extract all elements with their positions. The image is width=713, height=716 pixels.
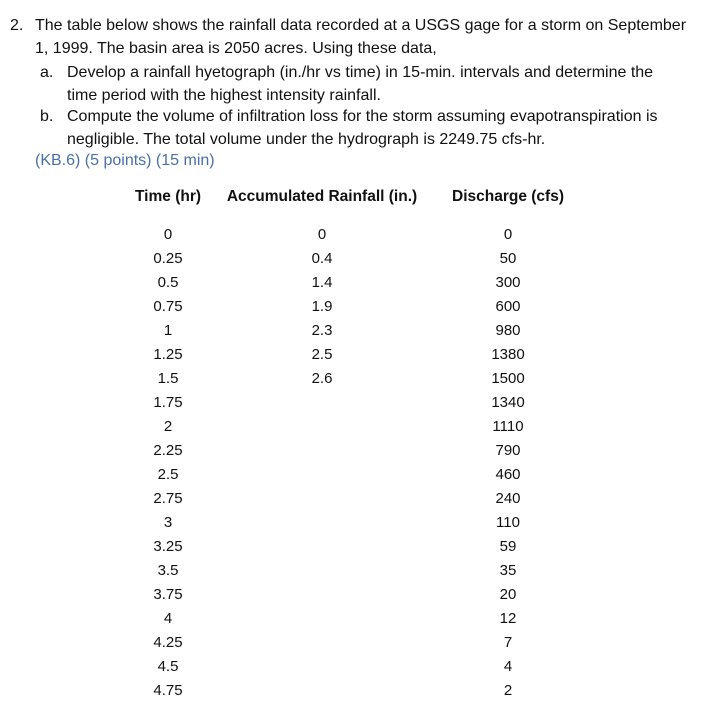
part-a-marker: a.: [40, 64, 54, 81]
discharge-cell: 12: [499, 610, 517, 627]
problem-number: 2.: [10, 17, 24, 34]
time-cell: 1.25: [153, 346, 183, 363]
time-cell: 4.25: [153, 634, 183, 651]
discharge-cell: 300: [495, 274, 521, 291]
discharge-cell: 20: [499, 586, 517, 603]
time-cell: 0: [163, 226, 173, 243]
discharge-cell: 790: [495, 442, 521, 459]
rainfall-cell: 0.4: [311, 250, 333, 267]
time-cell: 3.25: [153, 538, 183, 555]
time-cell: 0.25: [153, 250, 183, 267]
time-cell: 2.75: [153, 490, 183, 507]
rainfall-cell: 2.5: [311, 346, 333, 363]
time-cell: 1.75: [153, 394, 183, 411]
discharge-cell: 1110: [492, 418, 524, 435]
discharge-cell: 0: [503, 226, 513, 243]
rainfall-cell: 1.9: [311, 298, 333, 315]
discharge-cell: 7: [503, 634, 513, 651]
intro-line-1: The table below shows the rainfall data recorded at a USGS gage for a storm on September: [35, 17, 687, 34]
rainfall-cell: 1.4: [311, 274, 333, 291]
time-cell: 4: [163, 610, 173, 627]
discharge-cell: 2: [503, 682, 513, 699]
part-a-line-1: Develop a rainfall hyetograph (in./hr vs time) in 15-min. intervals and determine the: [67, 64, 654, 81]
discharge-cell: 4: [503, 658, 513, 675]
rainfall-cell: 2.6: [311, 370, 333, 387]
discharge-cell: 460: [495, 466, 521, 483]
header-time: Time (hr): [134, 188, 202, 205]
time-cell: 2.25: [153, 442, 183, 459]
discharge-cell: 980: [495, 322, 521, 339]
time-cell: 2.5: [157, 466, 179, 483]
time-cell: 2: [163, 418, 173, 435]
intro-line-2: 1, 1999. The basin area is 2050 acres. Using these data,: [35, 40, 437, 57]
discharge-cell: 110: [496, 514, 520, 531]
part-b-line-2: negligible. The total volume under the hydrograph is 2249.75 cfs-hr.: [67, 131, 546, 148]
part-a-line-2: time period with the highest intensity rainfall.: [67, 87, 381, 104]
time-cell: 4.5: [157, 658, 179, 675]
header-discharge: Discharge (cfs): [452, 188, 564, 205]
rainfall-cell: 2.3: [311, 322, 333, 339]
part-b-marker: b.: [40, 108, 54, 125]
discharge-cell: 1500: [491, 370, 525, 387]
part-b-line-1: Compute the volume of infiltration loss for the storm assuming evapotranspiration is: [67, 108, 658, 125]
discharge-cell: 59: [499, 538, 517, 555]
discharge-cell: 1380: [491, 346, 525, 363]
rainfall-cell: 0: [317, 226, 327, 243]
time-cell: 3.5: [157, 562, 179, 579]
time-cell: 3: [163, 514, 173, 531]
time-cell: 4.75: [153, 682, 183, 699]
time-cell: 1: [163, 322, 173, 339]
discharge-cell: 35: [499, 562, 517, 579]
time-cell: 0.75: [153, 298, 183, 315]
discharge-cell: 600: [495, 298, 521, 315]
header-rainfall: Accumulated Rainfall (in.): [226, 188, 418, 205]
time-cell: 1.5: [157, 370, 179, 387]
discharge-cell: 50: [499, 250, 517, 267]
time-cell: 3.75: [153, 586, 183, 603]
reference-points: (KB.6) (5 points) (15 min): [35, 152, 215, 169]
discharge-cell: 1340: [491, 394, 525, 411]
discharge-cell: 240: [495, 490, 521, 507]
time-cell: 0.5: [157, 274, 179, 291]
